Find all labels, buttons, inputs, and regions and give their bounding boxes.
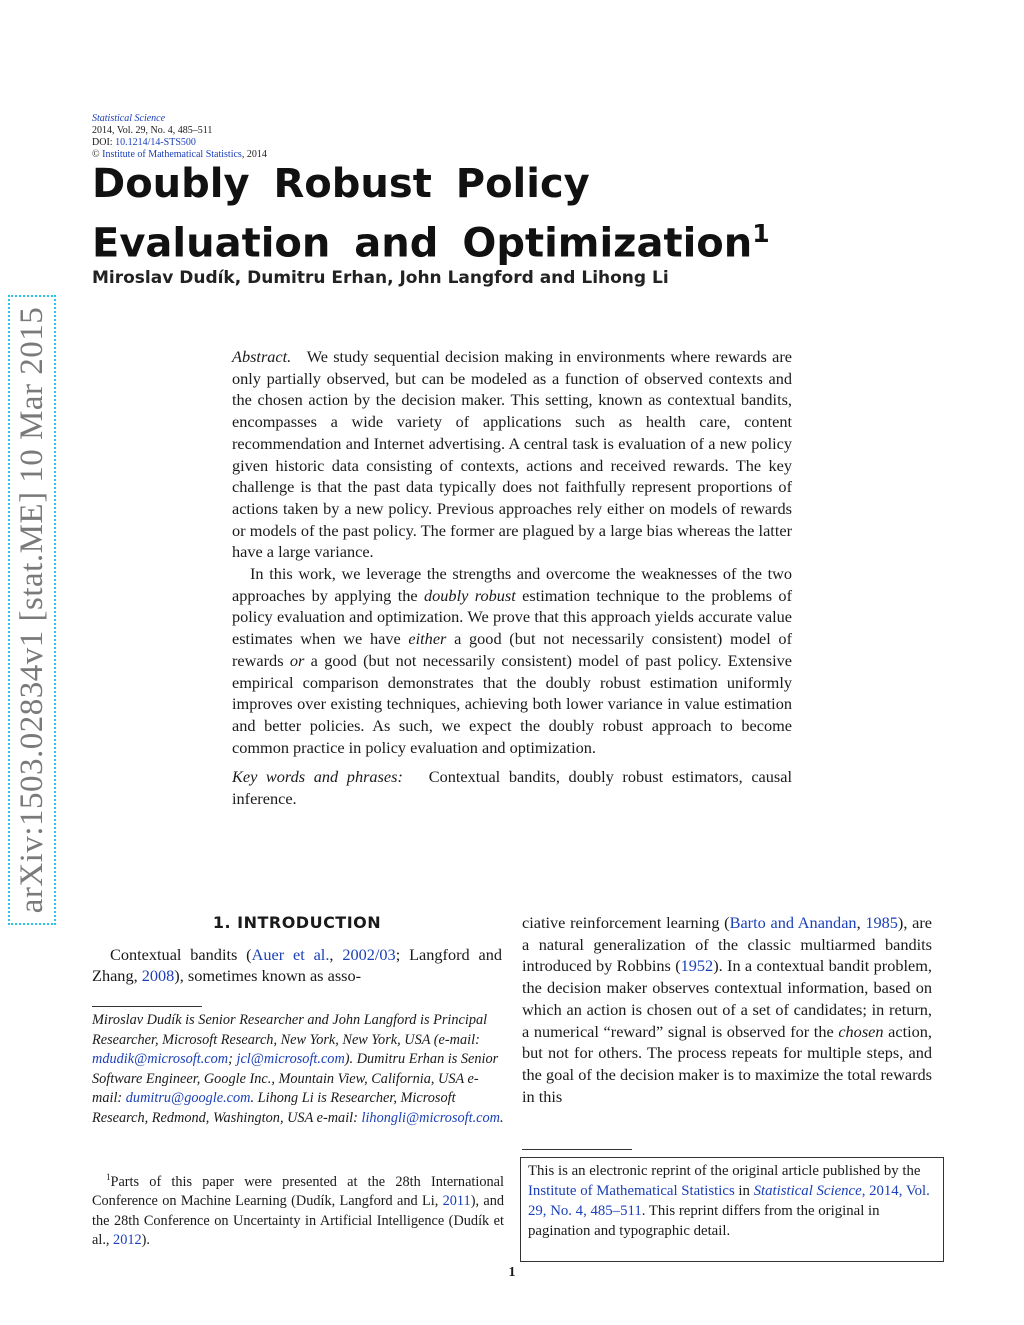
institute-link[interactable]: Institute of Mathematical Statistics bbox=[102, 149, 242, 160]
email-link[interactable]: mdudik@microsoft.com bbox=[92, 1051, 229, 1068]
author-footnote: Miroslav Dudík is Senior Researcher and John Langford is Principal Researcher, Microsoft Research, New York, New York, USA (e-mail: mdudik@microsoft.com; jcl@microsoft.com). Dumitru Erhan is Senior Software Engineer, Google Inc., Mountain View, California, USA e-mail: dumitru@google.com. Lihong Li is Researcher, Microsoft Research, Redmond, Washington, USA e-mail: lihongli@microsoft.com. bbox=[92, 1012, 504, 1126]
right-column-paragraph: ciative reinforcement learning (Barto and Anandan, 1985), are a natural generalization of the classic multiarmed bandits introduced by Robbins (1952). In a contextual bandit problem, the decision maker observes contextual information, based on which an action is chosen out of a set of candidates; in return, a numerical “reward” signal is observed for the chosen action, but not for others. The process repeats for multiple steps, and the goal of the decision maker is to maximize the total rewards in this bbox=[522, 913, 932, 1106]
citation-link[interactable]: 2008 bbox=[141, 966, 175, 986]
keywords-label: Key words and phrases: bbox=[232, 767, 403, 787]
doi-label: DOI: bbox=[92, 137, 113, 148]
footnote-divider bbox=[522, 1149, 632, 1150]
page-number: 1 bbox=[508, 1265, 516, 1280]
journal-link[interactable]: Statistical Science bbox=[92, 113, 166, 124]
copyright-year: , 2014 bbox=[241, 149, 267, 160]
citation-link[interactable]: Barto and Anandan bbox=[729, 913, 857, 932]
abstract-paragraph-2: In this work, we leverage the strengths and overcome the weaknesses of the two approaches by applying the doubly robust estimation technique to the problems of policy evaluation and optimization. We prove that this approach yields accurate value estimates when we have either a good (but not necessarily consistent) model of rewards or a good (but not necessarily consistent) model of past policy. Extensive empirical comparison demonstrates that the doubly robust estimation uniformly improves over existing techniques, achieving both lower variance in value estimation and better policies. As such, we expect the doubly robust approach to become common practice in policy evaluation and optimization. bbox=[232, 564, 792, 757]
intro-paragraph: Contextual bandits (Auer et al., 2002/03; Langford and Zhang, 2008), sometimes known as asso- bbox=[92, 944, 503, 986]
citation-link[interactable]: 2012 bbox=[113, 1231, 142, 1248]
left-column bbox=[92, 912, 502, 987]
emphasis: chosen bbox=[838, 1021, 884, 1041]
abstract-label: Abstract. bbox=[232, 347, 292, 366]
citation-link[interactable]: 1952 bbox=[680, 956, 714, 976]
citation-link[interactable]: 2011 bbox=[442, 1193, 471, 1210]
citation-link[interactable]: 2002/03 bbox=[342, 944, 396, 964]
emphasis: or bbox=[289, 650, 305, 670]
title-footnote-mark[interactable]: 1 bbox=[752, 219, 770, 248]
email-link[interactable]: lihongli@microsoft.com bbox=[361, 1109, 500, 1126]
paper-title bbox=[92, 160, 852, 268]
arxiv-stamp: arXiv:1503.02834v1 [stat.ME] 10 Mar 2015 bbox=[8, 295, 56, 925]
citation-link[interactable]: 1985 bbox=[865, 913, 898, 932]
reference-link[interactable]: , 2014, Vol. 29, No. 4, 485–511 bbox=[528, 1183, 930, 1219]
email-link[interactable]: jcl@microsoft.com bbox=[236, 1051, 345, 1068]
paper-title-text: Doubly Robust Policy Evaluation and Optimization bbox=[92, 161, 753, 267]
email-link[interactable]: dumitru@google.com bbox=[125, 1090, 251, 1107]
journal-header bbox=[92, 113, 267, 161]
footnote-divider bbox=[92, 1006, 202, 1007]
citation-link[interactable]: Auer et al. bbox=[251, 944, 330, 964]
copyright-icon: © bbox=[92, 149, 100, 160]
footnote-mark: 1 bbox=[106, 1172, 111, 1182]
journal-link[interactable]: Statistical Science bbox=[753, 1183, 862, 1199]
keywords-text: Contextual bandits, doubly robust estimators, causal inference. bbox=[232, 767, 793, 809]
footnote-1: $^1$Parts of this paper were presented at the 28th International Conference on Machine Learning (Dudík, Langford and Li, 2011), and the 28th Conference on Uncertainty in Artificial Intelligence (Dudík et al., 2012). bbox=[92, 1172, 504, 1248]
author-list: Miroslav Dudík, Dumitru Erhan, John Langford and Lihong Li bbox=[92, 268, 669, 288]
section-heading: 1. INTRODUCTION bbox=[212, 913, 382, 932]
emphasis: either bbox=[408, 629, 447, 649]
volume-line: 2014, Vol. 29, No. 4, 485–511 bbox=[92, 125, 213, 136]
abstract bbox=[232, 346, 792, 810]
institute-link[interactable]: Institute of Mathematical Statistics bbox=[528, 1183, 735, 1199]
keywords bbox=[232, 766, 792, 809]
abstract-paragraph-1: We study sequential decision making in environments where rewards are only partially observed, but can be modeled as a function of observed contexts and the chosen action by the decision maker. This setting, known as contextual bandits, encompasses a wide variety of applications such as health care, content recommendation and Internet advertising. A central task is evaluation of a new policy given historic data consisting of contexts, actions and received rewards. The key challenge is that the past data typically does not faithfully represent proportions of actions taken by a new policy. Previous approaches rely either on models of rewards or models of the past policy. The former are plagued by a large bias whereas the latter have a large variance. bbox=[232, 347, 792, 562]
doi-link[interactable]: 10.1214/14-STS500 bbox=[115, 137, 196, 148]
reprint-notice-box: This is an electronic reprint of the original article published by the Institute of Mathematical Statistics in Statistical Science, 2014, Vol. 29, No. 4, 485–511. This reprint differs from the original in pagination and typographic detail. bbox=[520, 1157, 944, 1262]
emphasis: doubly robust bbox=[424, 585, 516, 605]
